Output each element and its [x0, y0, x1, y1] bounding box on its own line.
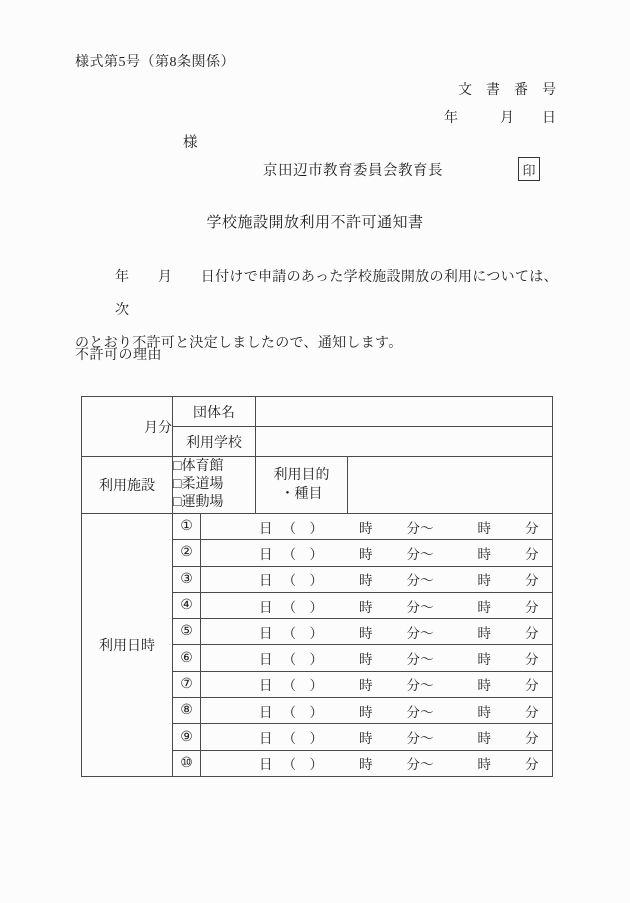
- minute-from-label: 分～: [406, 573, 434, 589]
- form-number: 様式第5号（第8条関係）: [75, 55, 235, 70]
- day-label: 日: [259, 731, 273, 747]
- row-number: ⑤: [173, 619, 201, 645]
- date-line: 年 月 日: [444, 111, 556, 126]
- table-row: [82, 397, 553, 427]
- weekday-paren: （ ）: [282, 520, 323, 536]
- day-label: 日: [259, 652, 273, 668]
- hour-to-label: 時: [477, 625, 491, 641]
- row-number: ③: [173, 566, 201, 592]
- checkbox-sports-ground: □運動場: [173, 495, 224, 510]
- minute-to-label: 分: [525, 573, 539, 589]
- seal-mark: 印: [518, 157, 540, 181]
- checkbox-gymnasium: □体育館: [173, 459, 224, 474]
- weekday-paren: （ ）: [282, 704, 323, 720]
- hour-from-label: 時: [359, 678, 373, 694]
- day-label: 日: [259, 704, 273, 720]
- hour-from-label: 時: [359, 625, 373, 641]
- group-name-value: [256, 397, 553, 427]
- weekday-paren: （ ）: [282, 731, 323, 747]
- hour-to-label: 時: [477, 704, 491, 720]
- school-value: [256, 427, 553, 457]
- row-number: ⑥: [173, 645, 201, 671]
- hour-to-label: 時: [477, 757, 491, 773]
- hour-from-label: 時: [359, 757, 373, 773]
- minute-from-label: 分～: [406, 757, 434, 773]
- hour-from-label: 時: [359, 599, 373, 615]
- minute-to-label: 分: [525, 678, 539, 694]
- minute-to-label: 分: [525, 625, 539, 641]
- row-number: ④: [173, 592, 201, 618]
- weekday-paren: （ ）: [282, 599, 323, 615]
- hour-to-label: 時: [477, 678, 491, 694]
- row-number: ①: [173, 514, 201, 540]
- minute-from-label: 分～: [406, 625, 434, 641]
- minute-to-label: 分: [525, 731, 539, 747]
- day-label: 日: [259, 573, 273, 589]
- minute-from-label: 分～: [406, 678, 434, 694]
- school-label: 利用学校: [173, 427, 256, 457]
- row-number: ⑩: [173, 750, 201, 776]
- checkbox-judo-hall: □柔道場: [173, 477, 224, 492]
- weekday-paren: （ ）: [282, 652, 323, 668]
- hour-to-label: 時: [477, 599, 491, 615]
- time-slot-cell: [201, 592, 553, 618]
- weekday-paren: （ ）: [282, 625, 323, 641]
- day-label: 日: [259, 678, 273, 694]
- minute-from-label: 分～: [406, 652, 434, 668]
- sender-title: 京田辺市教育委員会教育長: [263, 163, 443, 179]
- facility-label: 利用施設: [82, 457, 173, 514]
- minute-from-label: 分～: [406, 599, 434, 615]
- purpose-label: [256, 457, 348, 514]
- time-slot-cell: [201, 514, 553, 540]
- minute-to-label: 分: [525, 546, 539, 562]
- time-slot-cell: [201, 619, 553, 645]
- addressee-suffix: 様: [183, 135, 198, 151]
- datetime-label: 利用日時: [82, 514, 173, 777]
- day-label: 日: [259, 546, 273, 562]
- weekday-paren: （ ）: [282, 757, 323, 773]
- day-label: 日: [259, 757, 273, 773]
- table-row: [82, 514, 553, 540]
- time-slot-cell: [201, 671, 553, 697]
- purpose-label-line2: ・種目: [280, 487, 323, 502]
- hour-to-label: 時: [477, 573, 491, 589]
- minute-from-label: 分～: [406, 731, 434, 747]
- hour-to-label: 時: [477, 546, 491, 562]
- weekday-paren: （ ）: [282, 546, 323, 562]
- time-slot-cell: [201, 566, 553, 592]
- hour-from-label: 時: [359, 520, 373, 536]
- hour-to-label: 時: [477, 520, 491, 536]
- row-number: ②: [173, 540, 201, 566]
- minute-to-label: 分: [525, 704, 539, 720]
- hour-to-label: 時: [477, 731, 491, 747]
- hour-from-label: 時: [359, 652, 373, 668]
- time-slot-cell: [201, 540, 553, 566]
- facility-options: [173, 457, 256, 514]
- day-label: 日: [259, 625, 273, 641]
- doc-number-line: 文 書 番 号: [458, 83, 556, 98]
- purpose-label-line1: 利用目的: [273, 468, 330, 483]
- day-label: 日: [259, 599, 273, 615]
- minute-to-label: 分: [525, 757, 539, 773]
- day-label: 日: [259, 520, 273, 536]
- hour-to-label: 時: [477, 652, 491, 668]
- body-line-1: 年 月 日付けで申請のあった学校施設開放の利用については、次: [115, 270, 558, 318]
- weekday-paren: （ ）: [282, 678, 323, 694]
- month-label: 月分: [82, 397, 173, 457]
- document-meta: [444, 77, 556, 133]
- hour-from-label: 時: [359, 546, 373, 562]
- weekday-paren: （ ）: [282, 573, 323, 589]
- time-slot-cell: [201, 645, 553, 671]
- hour-from-label: 時: [359, 573, 373, 589]
- minute-to-label: 分: [525, 599, 539, 615]
- hour-from-label: 時: [359, 731, 373, 747]
- document-title: 学校施設開放利用不許可通知書: [206, 215, 424, 231]
- group-name-label: 団体名: [173, 397, 256, 427]
- row-number: ⑦: [173, 671, 201, 697]
- time-slot-cell: [201, 750, 553, 776]
- purpose-value: [348, 457, 553, 514]
- minute-from-label: 分～: [406, 704, 434, 720]
- minute-from-label: 分～: [406, 546, 434, 562]
- reason-label: 不許可の理由: [75, 348, 162, 363]
- application-table: [81, 396, 553, 777]
- body-line-2: のとおり不許可と決定しましたので、通知します。: [75, 336, 403, 351]
- row-number: ⑨: [173, 724, 201, 750]
- hour-from-label: 時: [359, 704, 373, 720]
- minute-from-label: 分～: [406, 520, 434, 536]
- minute-to-label: 分: [525, 520, 539, 536]
- row-number: ⑧: [173, 698, 201, 724]
- time-slot-cell: [201, 724, 553, 750]
- minute-to-label: 分: [525, 652, 539, 668]
- time-slot-cell: [201, 698, 553, 724]
- table-row: [82, 457, 553, 514]
